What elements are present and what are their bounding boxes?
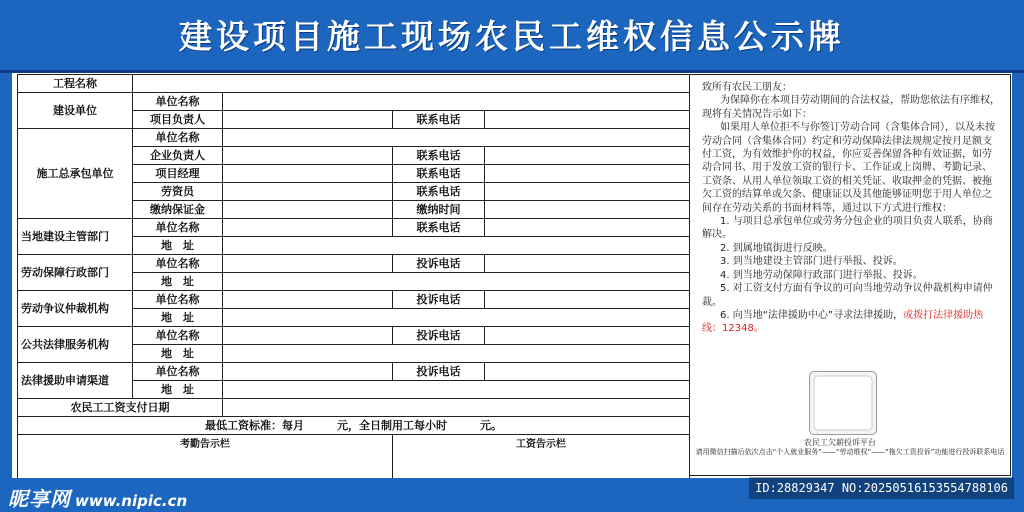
legal-rep-value	[223, 147, 393, 165]
notice-item-6-text: 6. 向当地“法律援助中心”寻求法律援助，	[720, 309, 904, 321]
agency-5-unit-label: 单位名称	[133, 363, 223, 381]
wage-board: 工资告示栏	[393, 435, 690, 482]
agency-1-unit-label: 单位名称	[133, 219, 223, 237]
agency-1-label: 当地建设主管部门	[18, 219, 133, 255]
agency-1-address-value	[223, 237, 690, 255]
agency-2-phone-value	[485, 255, 690, 273]
labor-officer-value	[223, 183, 393, 201]
qr-caption: 农民工欠薪投诉平台	[804, 438, 876, 447]
agency-1-address-label: 地 址	[133, 237, 223, 255]
agency-3-unit-value	[223, 291, 393, 309]
agency-1-unit-value	[223, 219, 393, 237]
pm-phone-value	[485, 165, 690, 183]
agency-4-phone-label: 投诉电话	[393, 327, 485, 345]
pay-date-value	[223, 399, 690, 417]
build-unit-name-label: 单位名称	[133, 93, 223, 111]
notice-para-1: 为保障你在本项目劳动期间的合法权益，帮助您依法有序维权，现将有关情况告示如下：	[702, 95, 1000, 120]
contractor-unit-name-value	[223, 129, 690, 147]
watermark-url: www.nipic.cn	[75, 492, 188, 510]
watermark-site: 昵享网	[8, 487, 71, 511]
agency-3-unit-label: 单位名称	[133, 291, 223, 309]
build-unit-label: 建设单位	[18, 93, 133, 129]
agency-3-label: 劳动争议仲裁机构	[18, 291, 133, 327]
agency-5-unit-value	[223, 363, 393, 381]
contractor-unit-name-label: 单位名称	[133, 129, 223, 147]
agency-5-label: 法律援助申请渠道	[18, 363, 133, 399]
legal-aid-hotline: 或拨打法律援助热线：12348。	[702, 309, 984, 335]
attendance-board: 考勤告示栏	[18, 435, 393, 482]
agency-1-phone-label: 联系电话	[393, 219, 485, 237]
agency-4-address-label: 地 址	[133, 345, 223, 363]
qr-instruction: 请用微信扫描后依次点击“个人就业服务”——“劳动维权”——“拖欠工资投诉”功能进行投诉联系电话	[695, 448, 1005, 456]
agency-3-phone-value	[485, 291, 690, 309]
header-banner	[0, 0, 1024, 73]
info-table	[17, 74, 690, 482]
agency-4-unit-label: 单位名称	[133, 327, 223, 345]
agency-2-label: 劳动保障行政部门	[18, 255, 133, 291]
agency-3-address-value	[223, 309, 690, 327]
agency-4-unit-value	[223, 327, 393, 345]
min-wage-line: 最低工资标准：每月 元，全日制用工每小时 元。	[18, 417, 690, 435]
agency-3-phone-label: 投诉电话	[393, 291, 485, 309]
qr-code-image	[809, 371, 877, 435]
deposit-value	[223, 201, 393, 219]
notice-item-1: 1. 与项目总承包单位或劳务分包企业的项目负责人联系，协商解决。	[702, 216, 993, 241]
notice-item-5: 5. 对工资支付方面有争议的可向当地劳动争议仲裁机构申请仲裁。	[702, 283, 993, 308]
build-unit-phone-value	[485, 111, 690, 129]
deposit-time-label: 缴纳时间	[393, 201, 485, 219]
agency-2-address-value	[223, 273, 690, 291]
notice-item-3: 3. 到当地建设主管部门进行举报、投诉。	[720, 256, 903, 268]
agency-5-phone-value	[485, 363, 690, 381]
watermark-id: ID:28829347 NO:20250516153554788106	[749, 477, 1014, 499]
labor-officer-phone-value	[485, 183, 690, 201]
legal-rep-phone-value	[485, 147, 690, 165]
build-unit-phone-label: 联系电话	[393, 111, 485, 129]
page-title: 建设项目施工现场农民工维权信息公示牌	[179, 17, 845, 56]
agency-3-address-label: 地 址	[133, 309, 223, 327]
nipic-watermark	[8, 483, 187, 512]
legal-rep-phone-label: 联系电话	[393, 147, 485, 165]
build-unit-name-value	[223, 93, 690, 111]
agency-5-phone-label: 投诉电话	[393, 363, 485, 381]
pay-date-label: 农民工工资支付日期	[18, 399, 223, 417]
project-name-label: 工程名称	[18, 75, 133, 93]
agency-1-phone-value	[485, 219, 690, 237]
build-unit-manager-label: 项目负责人	[133, 111, 223, 129]
notice-item-2: 2. 到属地镇街进行反映。	[720, 242, 833, 254]
labor-officer-label: 劳资员	[133, 183, 223, 201]
agency-2-unit-value	[223, 255, 393, 273]
agency-2-unit-label: 单位名称	[133, 255, 223, 273]
labor-officer-phone-label: 联系电话	[393, 183, 485, 201]
pm-value	[223, 165, 393, 183]
qr-code-icon	[810, 372, 876, 434]
agency-4-address-value	[223, 345, 690, 363]
pm-label: 项目经理	[133, 165, 223, 183]
notice-item-4: 4. 到当地劳动保障行政部门进行举报、投诉。	[720, 269, 923, 281]
agency-2-address-label: 地 址	[133, 273, 223, 291]
agency-5-address-label: 地 址	[133, 381, 223, 399]
agency-5-address-value	[223, 381, 690, 399]
project-name-value	[133, 75, 690, 93]
pm-phone-label: 联系电话	[393, 165, 485, 183]
agency-4-phone-value	[485, 327, 690, 345]
agency-2-phone-label: 投诉电话	[393, 255, 485, 273]
agency-4-label: 公共法律服务机构	[18, 327, 133, 363]
legal-rep-label: 企业负责人	[133, 147, 223, 165]
notice-item-6	[702, 309, 1000, 336]
build-unit-manager-value	[223, 111, 393, 129]
deposit-time-value	[485, 201, 690, 219]
notice-para-2: 如果用人单位拒不与你签订劳动合同（含集体合同），以及未按劳动合同（含集体合同）约定和劳动保障法律法规规定按月足额支付工资，为有效维护你的权益，你应妥善保留各种有效证据，如劳动合同书、用于发放工资的银行卡、工作证或上岗牌、考勤记录、工资条、从用人单位领取工资的相关凭证、收取押金的凭据、被拖欠工资的结算单或欠条、健康证以及其他能够证明您于用人单位之间存在劳动关系的书面材料等，通过以下方式进行维权：	[702, 122, 995, 214]
contractor-label: 施工总承包单位	[18, 129, 133, 219]
deposit-label: 缴纳保证金	[133, 201, 223, 219]
notice-greeting: 致所有农民工朋友：	[702, 82, 792, 93]
